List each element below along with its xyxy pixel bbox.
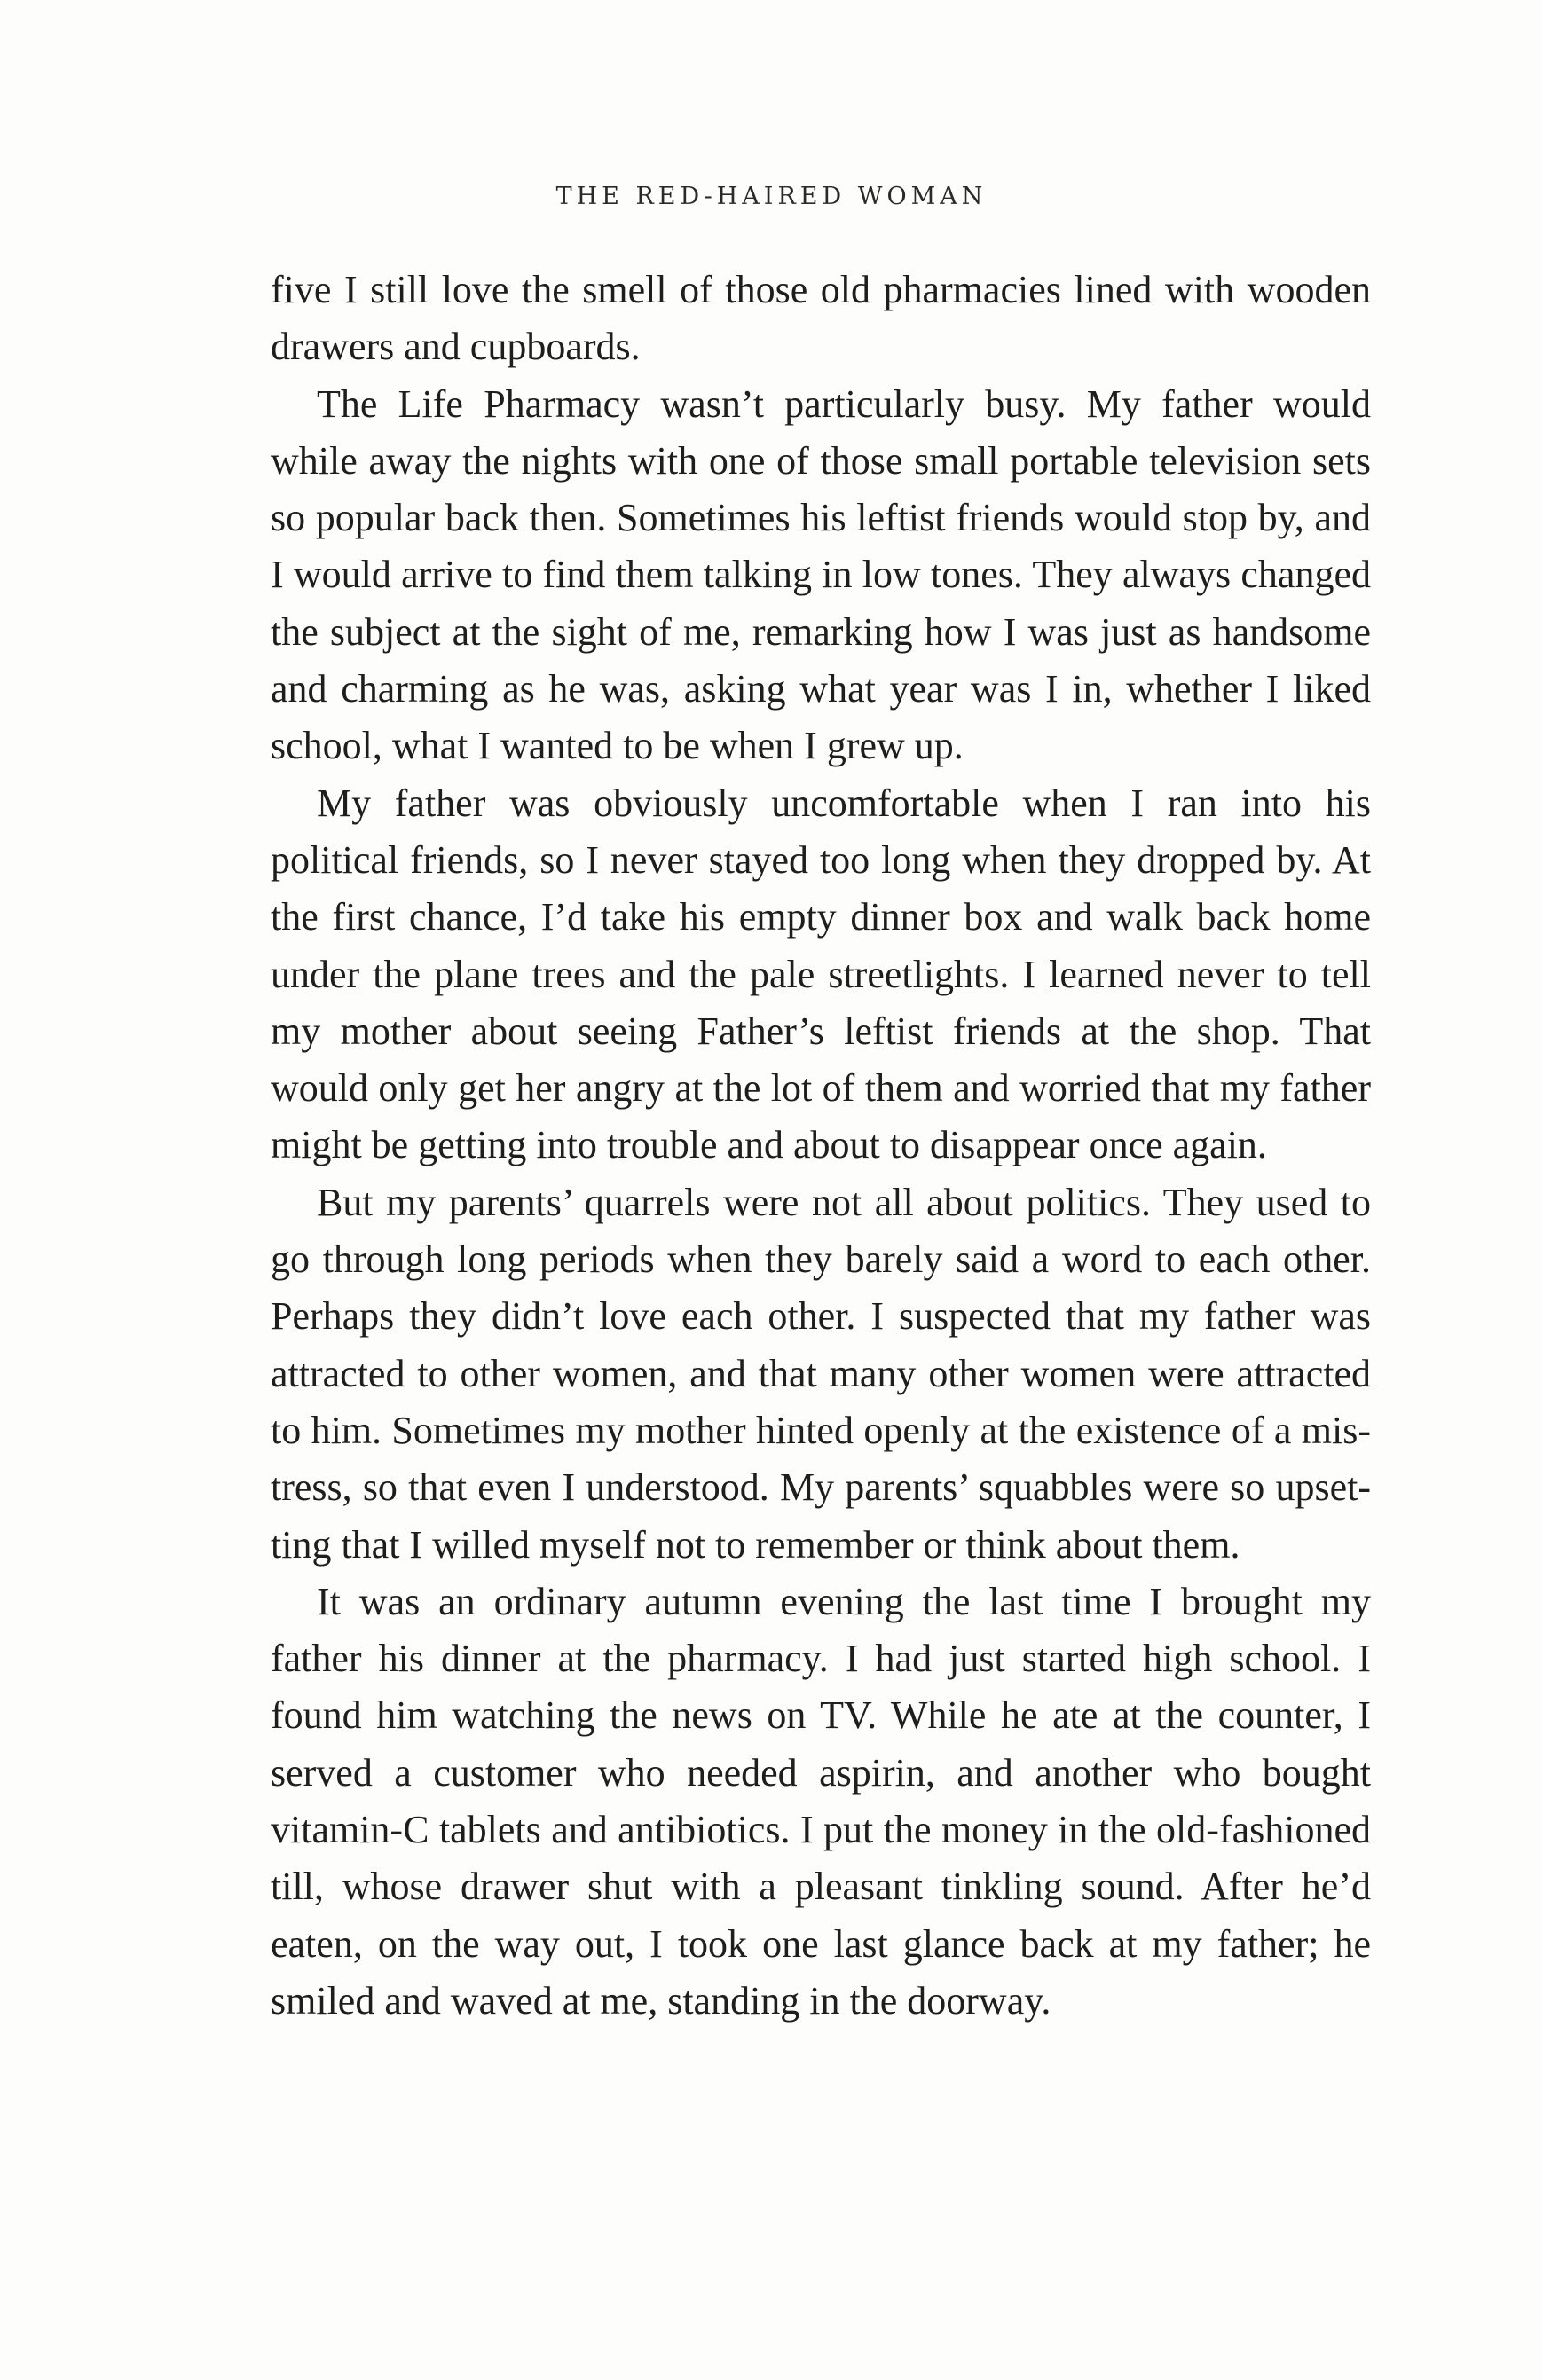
paragraph-5: It was an ordinary autumn evening the last time I brought my father his dinner at the pharmacy. I had just started high school. I found him watching the news on TV. While he ate at the counter, I served a customer who needed aspirin, and another who bought vitamin-C tablets and antibiotics. I put the money in the old-fashioned till, whose drawer shut with a pleasant tinkling sound. After he’d eaten, on the way out, I took one last glance back at my father; he smiled and waved at me, standing in the doorway. (271, 1579, 1371, 2023)
paragraph-4: But my parents’ quarrels were not all about politics. They used to go through long periods when they barely said a word to each other. Perhaps they didn’t love each other. I suspected that my father was attracted to other women, and that many other women were attracted to him. Sometimes my mother hinted openly at the existence of a mistress, so that even I understood. My parents’ squabbles were so upsetting that I willed myself not to remember or think about them. (271, 1180, 1371, 1567)
body-text (271, 262, 1371, 2030)
paragraph-3: My father was obviously uncomfortable when I ran into his political friends, so I never stayed too long when they dropped by. At the first chance, I’d take his empty dinner box and walk back home under the plane trees and the pale streetlights. I learned never to tell my mother about seeing Father’s leftist friends at the shop. That would only get her angry at the lot of them and worried that my father might be getting into trouble and about to disappear once again. (271, 781, 1371, 1167)
paragraph-2: The Life Pharmacy wasn’t particularly busy. My father would while away the nights with one of those small portable television sets so popular back then. Sometimes his leftist friends would stop by, and I would arrive to find them talking in low tones. They always changed the subject at the sight of me, remarking how I was just as handsome and charming as he was, asking what year was I in, whether I liked school, what I wanted to be when I grew up. (271, 381, 1371, 768)
paragraph-1: five I still love the smell of those old pharmacies lined with wooden drawers and cupboards. (271, 268, 1371, 369)
running-head: THE RED-HAIRED WOMAN (555, 183, 988, 210)
